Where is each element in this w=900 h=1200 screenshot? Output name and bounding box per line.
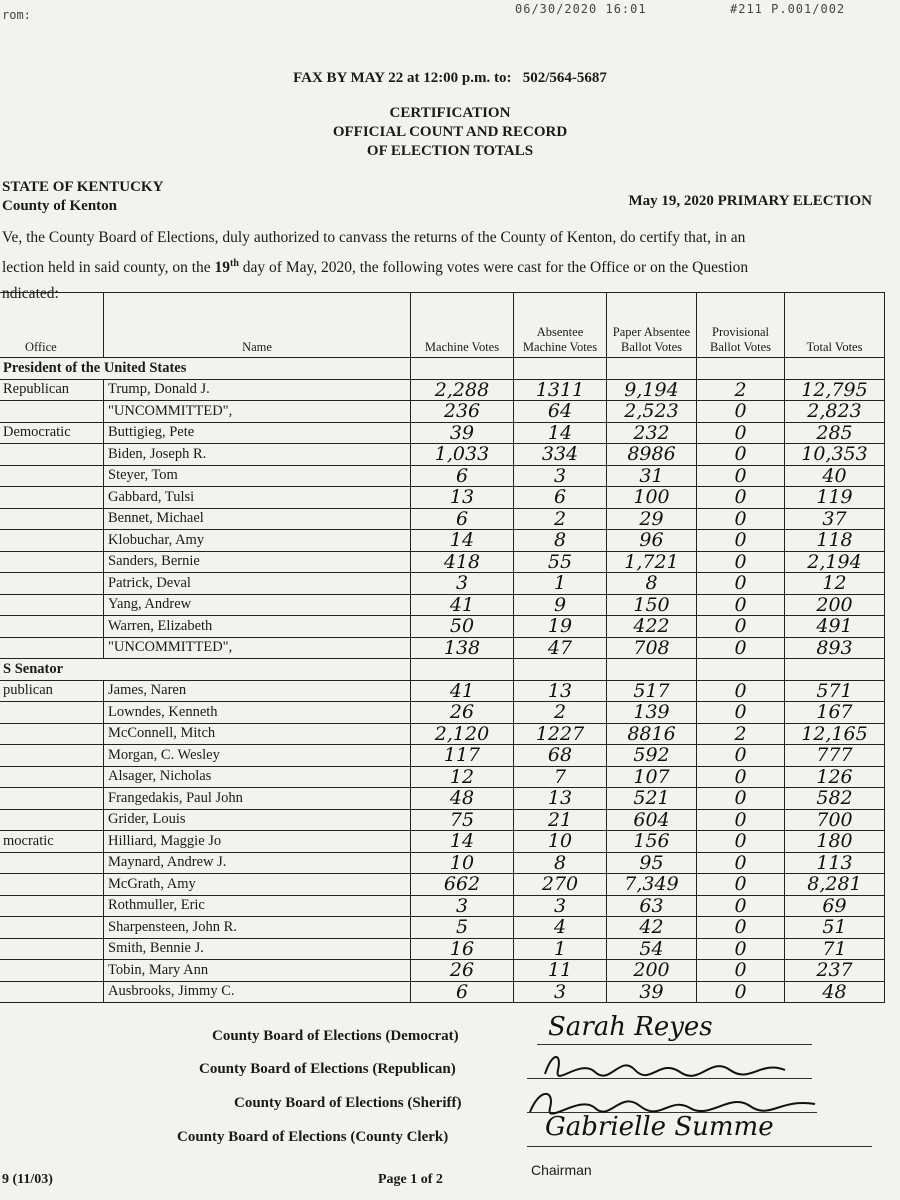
- candidate-name: McGrath, Amy: [104, 874, 411, 896]
- sig-label-democrat: County Board of Elections (Democrat): [212, 1028, 459, 1044]
- total-votes: 12: [785, 573, 885, 595]
- election-name: May 19, 2020 PRIMARY ELECTION: [628, 193, 872, 209]
- statement-line: lection held in said county, on the 19th day of May, 2020, the following votes were cast for the Office or on the Question: [2, 258, 749, 277]
- section-title: President of the United States: [0, 358, 411, 380]
- total-votes: 40: [785, 465, 885, 487]
- empty-cell: [607, 659, 697, 681]
- paper-absentee-votes: 54: [607, 938, 697, 960]
- table-row: [0, 809, 885, 831]
- total-votes: 12,795: [785, 379, 885, 401]
- paper-absentee-votes: 100: [607, 487, 697, 509]
- provisional-votes: 0: [697, 745, 785, 767]
- absentee-machine-votes: 334: [514, 444, 607, 466]
- party-cell: [0, 508, 104, 530]
- total-votes: 51: [785, 917, 885, 939]
- provisional-votes: 0: [697, 917, 785, 939]
- total-votes: 126: [785, 766, 885, 788]
- fax-from: rom:: [2, 8, 31, 22]
- provisional-votes: 0: [697, 895, 785, 917]
- absentee-machine-votes: 1: [514, 938, 607, 960]
- table-row: [0, 465, 885, 487]
- absentee-machine-votes: 68: [514, 745, 607, 767]
- provisional-votes: 0: [697, 551, 785, 573]
- provisional-votes: 0: [697, 852, 785, 874]
- paper-absentee-votes: 31: [607, 465, 697, 487]
- sig-label-sheriff: County Board of Elections (Sheriff): [234, 1095, 462, 1111]
- absentee-machine-votes: 270: [514, 874, 607, 896]
- fax-instruction: FAX BY MAY 22 at 12:00 p.m. to: 502/564-5687: [293, 70, 607, 86]
- machine-votes: 14: [411, 831, 514, 853]
- party-cell: [0, 981, 104, 1003]
- total-votes: 893: [785, 637, 885, 659]
- title-line: CERTIFICATION: [389, 105, 511, 121]
- provisional-votes: 0: [697, 938, 785, 960]
- table-row: [0, 508, 885, 530]
- party-cell: [0, 788, 104, 810]
- machine-votes: 138: [411, 637, 514, 659]
- paper-absentee-votes: 139: [607, 702, 697, 724]
- absentee-machine-votes: 4: [514, 917, 607, 939]
- candidate-name: James, Naren: [104, 680, 411, 702]
- total-votes: 491: [785, 616, 885, 638]
- table-row: [0, 938, 885, 960]
- provisional-votes: 0: [697, 766, 785, 788]
- statement-line: ndicated:: [2, 285, 59, 303]
- party-cell: [0, 723, 104, 745]
- paper-absentee-votes: 1,721: [607, 551, 697, 573]
- total-votes: 700: [785, 809, 885, 831]
- candidate-name: Sharpensteen, John R.: [104, 917, 411, 939]
- total-votes: 2,194: [785, 551, 885, 573]
- candidate-name: Alsager, Nicholas: [104, 766, 411, 788]
- table-row: [0, 702, 885, 724]
- candidate-name: Patrick, Deval: [104, 573, 411, 595]
- absentee-machine-votes: 47: [514, 637, 607, 659]
- fax-page: #211 P.001/002: [730, 2, 846, 16]
- table-row: [0, 895, 885, 917]
- machine-votes: 41: [411, 594, 514, 616]
- paper-absentee-votes: 107: [607, 766, 697, 788]
- absentee-machine-votes: 11: [514, 960, 607, 982]
- machine-votes: 2,120: [411, 723, 514, 745]
- party-cell: publican: [0, 680, 104, 702]
- col-office: Office: [0, 293, 104, 358]
- sig-line: [537, 1044, 812, 1045]
- machine-votes: 14: [411, 530, 514, 552]
- table-row: [0, 487, 885, 509]
- total-votes: 237: [785, 960, 885, 982]
- party-cell: Republican: [0, 379, 104, 401]
- total-votes: 69: [785, 895, 885, 917]
- party-cell: [0, 938, 104, 960]
- paper-absentee-votes: 156: [607, 831, 697, 853]
- party-cell: [0, 702, 104, 724]
- party-cell: [0, 745, 104, 767]
- sig-label-republican: County Board of Elections (Republican): [199, 1061, 456, 1077]
- candidate-name: Maynard, Andrew J.: [104, 852, 411, 874]
- state-name: STATE OF KENTUCKY: [2, 179, 164, 195]
- table-row: [0, 831, 885, 853]
- jurisdiction: [2, 178, 163, 216]
- table-row: [0, 766, 885, 788]
- total-votes: 37: [785, 508, 885, 530]
- certification-title: [0, 104, 900, 161]
- table-row: [0, 573, 885, 595]
- absentee-machine-votes: 1311: [514, 379, 607, 401]
- candidate-name: Tobin, Mary Ann: [104, 960, 411, 982]
- absentee-machine-votes: 13: [514, 680, 607, 702]
- table-row: [0, 874, 885, 896]
- provisional-votes: 0: [697, 981, 785, 1003]
- candidate-name: Gabbard, Tulsi: [104, 487, 411, 509]
- paper-absentee-votes: 96: [607, 530, 697, 552]
- provisional-votes: 0: [697, 401, 785, 423]
- col-absentee-machine: Absentee Machine Votes: [514, 293, 607, 358]
- machine-votes: 6: [411, 508, 514, 530]
- absentee-machine-votes: 8: [514, 530, 607, 552]
- paper-absentee-votes: 592: [607, 745, 697, 767]
- signature-republican-scribble: [540, 1048, 790, 1082]
- provisional-votes: 0: [697, 637, 785, 659]
- table-row: [0, 530, 885, 552]
- empty-cell: [697, 659, 785, 681]
- machine-votes: 6: [411, 465, 514, 487]
- day-number: 19th: [214, 258, 239, 277]
- paper-absentee-votes: 200: [607, 960, 697, 982]
- candidate-name: "UNCOMMITTED",: [104, 401, 411, 423]
- paper-absentee-votes: 29: [607, 508, 697, 530]
- table-row: [0, 788, 885, 810]
- absentee-machine-votes: 3: [514, 465, 607, 487]
- absentee-machine-votes: 21: [514, 809, 607, 831]
- paper-absentee-votes: 150: [607, 594, 697, 616]
- absentee-machine-votes: 14: [514, 422, 607, 444]
- candidate-name: Steyer, Tom: [104, 465, 411, 487]
- candidate-name: Smith, Bennie J.: [104, 938, 411, 960]
- vote-totals-table: [0, 292, 885, 1003]
- party-cell: [0, 637, 104, 659]
- paper-absentee-votes: 517: [607, 680, 697, 702]
- paper-absentee-votes: 63: [607, 895, 697, 917]
- total-votes: 200: [785, 594, 885, 616]
- col-paper-absentee: Paper Absentee Ballot Votes: [607, 293, 697, 358]
- machine-votes: 662: [411, 874, 514, 896]
- machine-votes: 12: [411, 766, 514, 788]
- party-cell: [0, 895, 104, 917]
- provisional-votes: 2: [697, 379, 785, 401]
- provisional-votes: 0: [697, 960, 785, 982]
- provisional-votes: 0: [697, 616, 785, 638]
- paper-absentee-votes: 8: [607, 573, 697, 595]
- machine-votes: 50: [411, 616, 514, 638]
- absentee-machine-votes: 8: [514, 852, 607, 874]
- col-provisional: Provisional Ballot Votes: [697, 293, 785, 358]
- provisional-votes: 0: [697, 530, 785, 552]
- total-votes: 119: [785, 487, 885, 509]
- candidate-name: Ausbrooks, Jimmy C.: [104, 981, 411, 1003]
- paper-absentee-votes: 8986: [607, 444, 697, 466]
- county-name: County of Kenton: [2, 198, 118, 214]
- total-votes: 48: [785, 981, 885, 1003]
- table-body: [0, 358, 885, 1003]
- party-cell: [0, 444, 104, 466]
- party-cell: [0, 573, 104, 595]
- machine-votes: 418: [411, 551, 514, 573]
- absentee-machine-votes: 19: [514, 616, 607, 638]
- paper-absentee-votes: 42: [607, 917, 697, 939]
- provisional-votes: 0: [697, 831, 785, 853]
- empty-cell: [607, 358, 697, 380]
- paper-absentee-votes: 232: [607, 422, 697, 444]
- absentee-machine-votes: 1227: [514, 723, 607, 745]
- table-row: [0, 444, 885, 466]
- party-cell: [0, 809, 104, 831]
- machine-votes: 6: [411, 981, 514, 1003]
- provisional-votes: 0: [697, 788, 785, 810]
- fax-datetime: 06/30/2020 16:01: [515, 2, 647, 16]
- absentee-machine-votes: 3: [514, 895, 607, 917]
- machine-votes: 48: [411, 788, 514, 810]
- empty-cell: [697, 358, 785, 380]
- machine-votes: 2,288: [411, 379, 514, 401]
- table-row: [0, 960, 885, 982]
- candidate-name: "UNCOMMITTED",: [104, 637, 411, 659]
- total-votes: 113: [785, 852, 885, 874]
- machine-votes: 5: [411, 917, 514, 939]
- provisional-votes: 0: [697, 702, 785, 724]
- provisional-votes: 0: [697, 444, 785, 466]
- machine-votes: 10: [411, 852, 514, 874]
- paper-absentee-votes: 708: [607, 637, 697, 659]
- candidate-name: Rothmuller, Eric: [104, 895, 411, 917]
- title-line: OFFICIAL COUNT AND RECORD: [332, 124, 568, 140]
- provisional-votes: 0: [697, 680, 785, 702]
- paper-absentee-votes: 422: [607, 616, 697, 638]
- total-votes: 571: [785, 680, 885, 702]
- paper-absentee-votes: 521: [607, 788, 697, 810]
- candidate-name: Frangedakis, Paul John: [104, 788, 411, 810]
- page-number: Page 1 of 2: [378, 1172, 443, 1187]
- candidate-name: Trump, Donald J.: [104, 379, 411, 401]
- total-votes: 8,281: [785, 874, 885, 896]
- provisional-votes: 0: [697, 809, 785, 831]
- total-votes: 167: [785, 702, 885, 724]
- candidate-name: Bennet, Michael: [104, 508, 411, 530]
- party-cell: [0, 487, 104, 509]
- empty-cell: [411, 358, 514, 380]
- machine-votes: 13: [411, 487, 514, 509]
- paper-absentee-votes: 8816: [607, 723, 697, 745]
- table-row: [0, 594, 885, 616]
- section-header-row: [0, 659, 885, 681]
- table-row: [0, 917, 885, 939]
- party-cell: [0, 874, 104, 896]
- party-cell: [0, 401, 104, 423]
- absentee-machine-votes: 55: [514, 551, 607, 573]
- total-votes: 777: [785, 745, 885, 767]
- party-cell: [0, 530, 104, 552]
- provisional-votes: 0: [697, 508, 785, 530]
- table-row: [0, 616, 885, 638]
- table-row: [0, 745, 885, 767]
- total-votes: 71: [785, 938, 885, 960]
- statement-line: Ve, the County Board of Elections, duly authorized to canvass the returns of the County of Kenton, do certify that, in an: [2, 229, 746, 246]
- empty-cell: [514, 358, 607, 380]
- provisional-votes: 0: [697, 422, 785, 444]
- sig-line: [527, 1146, 872, 1147]
- total-votes: 118: [785, 530, 885, 552]
- absentee-machine-votes: 13: [514, 788, 607, 810]
- signature-democrat: Sarah Reyes: [548, 1012, 713, 1042]
- machine-votes: 26: [411, 702, 514, 724]
- machine-votes: 1,033: [411, 444, 514, 466]
- party-cell: [0, 852, 104, 874]
- total-votes: 582: [785, 788, 885, 810]
- col-name: Name: [104, 293, 411, 358]
- table-row: [0, 981, 885, 1003]
- paper-absentee-votes: 39: [607, 981, 697, 1003]
- fax-header: [0, 0, 900, 22]
- col-total: Total Votes: [785, 293, 885, 358]
- table-row: [0, 422, 885, 444]
- sig-label-clerk: County Board of Elections (County Clerk): [177, 1129, 449, 1145]
- absentee-machine-votes: 3: [514, 981, 607, 1003]
- table-row: [0, 680, 885, 702]
- paper-absentee-votes: 95: [607, 852, 697, 874]
- paper-absentee-votes: 9,194: [607, 379, 697, 401]
- empty-cell: [785, 659, 885, 681]
- party-cell: [0, 465, 104, 487]
- paper-absentee-votes: 7,349: [607, 874, 697, 896]
- machine-votes: 117: [411, 745, 514, 767]
- party-cell: [0, 551, 104, 573]
- absentee-machine-votes: 64: [514, 401, 607, 423]
- table-row: [0, 551, 885, 573]
- absentee-machine-votes: 9: [514, 594, 607, 616]
- candidate-name: Sanders, Bernie: [104, 551, 411, 573]
- provisional-votes: 0: [697, 487, 785, 509]
- candidate-name: Biden, Joseph R.: [104, 444, 411, 466]
- total-votes: 2,823: [785, 401, 885, 423]
- total-votes: 10,353: [785, 444, 885, 466]
- table-row: [0, 401, 885, 423]
- section-title: S Senator: [0, 659, 411, 681]
- total-votes: 285: [785, 422, 885, 444]
- provisional-votes: 0: [697, 573, 785, 595]
- total-votes: 12,165: [785, 723, 885, 745]
- candidate-name: Lowndes, Kenneth: [104, 702, 411, 724]
- party-cell: [0, 616, 104, 638]
- candidate-name: Warren, Elizabeth: [104, 616, 411, 638]
- paper-absentee-votes: 2,523: [607, 401, 697, 423]
- party-cell: [0, 594, 104, 616]
- provisional-votes: 0: [697, 594, 785, 616]
- table-row: [0, 723, 885, 745]
- signature-clerk: Gabrielle Summe: [545, 1112, 774, 1142]
- party-cell: Democratic: [0, 422, 104, 444]
- absentee-machine-votes: 10: [514, 831, 607, 853]
- machine-votes: 75: [411, 809, 514, 831]
- provisional-votes: 2: [697, 723, 785, 745]
- absentee-machine-votes: 2: [514, 508, 607, 530]
- candidate-name: Yang, Andrew: [104, 594, 411, 616]
- empty-cell: [785, 358, 885, 380]
- candidate-name: Hilliard, Maggie Jo: [104, 831, 411, 853]
- section-header-row: [0, 358, 885, 380]
- absentee-machine-votes: 6: [514, 487, 607, 509]
- table-row: [0, 379, 885, 401]
- machine-votes: 16: [411, 938, 514, 960]
- candidate-name: McConnell, Mitch: [104, 723, 411, 745]
- absentee-machine-votes: 2: [514, 702, 607, 724]
- title-line: OF ELECTION TOTALS: [366, 143, 534, 159]
- paper-absentee-votes: 604: [607, 809, 697, 831]
- candidate-name: Grider, Louis: [104, 809, 411, 831]
- empty-cell: [411, 659, 514, 681]
- table-row: [0, 637, 885, 659]
- machine-votes: 3: [411, 573, 514, 595]
- provisional-votes: 0: [697, 874, 785, 896]
- provisional-votes: 0: [697, 465, 785, 487]
- total-votes: 180: [785, 831, 885, 853]
- form-number: 9 (11/03): [2, 1172, 53, 1187]
- col-machine: Machine Votes: [411, 293, 514, 358]
- machine-votes: 41: [411, 680, 514, 702]
- chairman-label: Chairman: [531, 1162, 592, 1178]
- machine-votes: 3: [411, 895, 514, 917]
- machine-votes: 26: [411, 960, 514, 982]
- absentee-machine-votes: 7: [514, 766, 607, 788]
- absentee-machine-votes: 1: [514, 573, 607, 595]
- candidate-name: Klobuchar, Amy: [104, 530, 411, 552]
- candidate-name: Buttigieg, Pete: [104, 422, 411, 444]
- party-cell: [0, 960, 104, 982]
- table-header-row: [0, 293, 885, 358]
- ordinal-suffix: th: [230, 258, 239, 269]
- empty-cell: [514, 659, 607, 681]
- table-row: [0, 852, 885, 874]
- party-cell: mocratic: [0, 831, 104, 853]
- machine-votes: 39: [411, 422, 514, 444]
- candidate-name: Morgan, C. Wesley: [104, 745, 411, 767]
- party-cell: [0, 766, 104, 788]
- party-cell: [0, 917, 104, 939]
- machine-votes: 236: [411, 401, 514, 423]
